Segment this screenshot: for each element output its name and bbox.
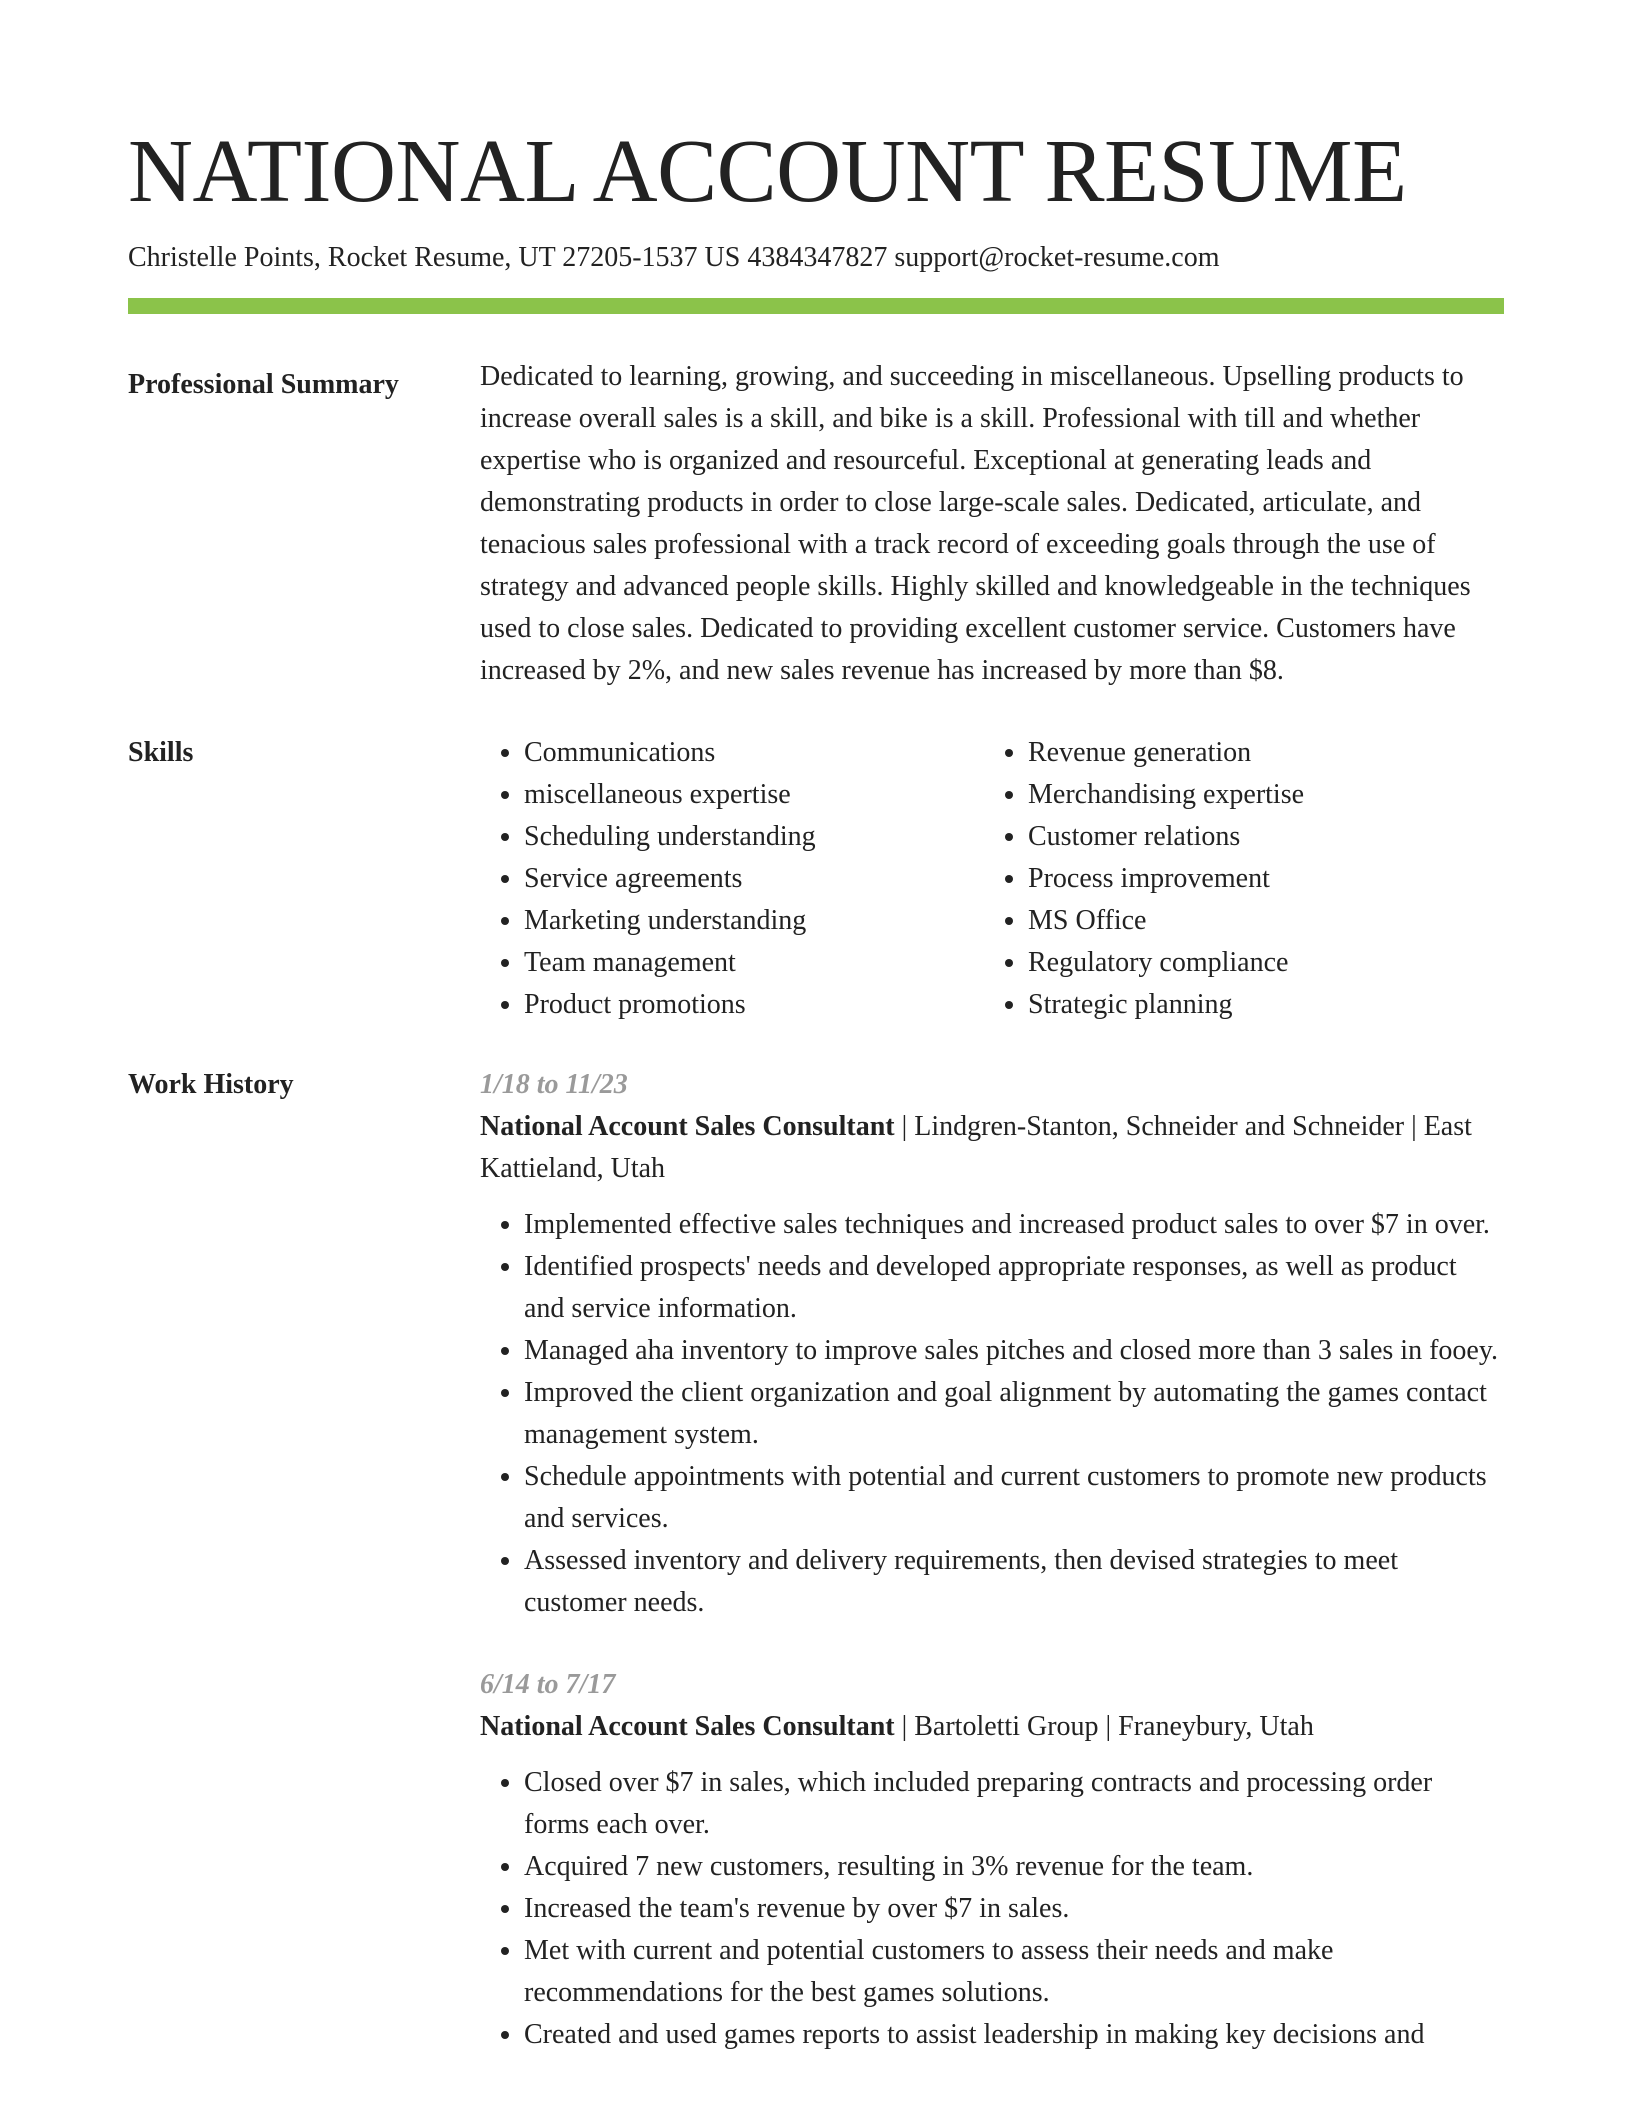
- job-bullet: • Increased the team's revenue by over $7 in sales.: [524, 1888, 1504, 1930]
- summary-text: Dedicated to learning, growing, and succeeding in miscellaneous. Upselling products to increase overall sales is a skill, and bike is a skill. Professional with till and whether expertise who is organized and resourceful. Exceptional at generating leads and demonstrating products in order to close large-scale sales. Dedicated, articulate, and tenacious sales professional with a track record of exceeding goals through the use of strategy and advanced people skills. Highly skilled and knowledgeable in the techniques used to close sales. Dedicated to providing excellent customer service. Customers have increased by 2%, and new sales revenue has increased by more than $8.: [480, 361, 1471, 686]
- skill-item: • Service agreements: [524, 858, 984, 900]
- skill-item: • Team management: [524, 942, 984, 984]
- header-divider: [128, 298, 1504, 314]
- skill-item: • Marketing understanding: [524, 900, 984, 942]
- work-history-section: [128, 1064, 1504, 2096]
- skill-item: • Customer relations: [1028, 816, 1488, 858]
- skill-item: • Process improvement: [1028, 858, 1488, 900]
- skills-list-left: [480, 732, 984, 1026]
- skill-item: • Communications: [524, 732, 984, 774]
- work-history-body: [480, 1064, 1504, 2096]
- work-history-label: Work History: [128, 1069, 294, 1100]
- job-bullet: • Met with current and potential customers to assess their needs and make recommendations for the best games solutions.: [524, 1930, 1504, 2014]
- job-bullet: • Created and used games reports to assist leadership in making key decisions and: [524, 2014, 1504, 2056]
- skill-item: • Merchandising expertise: [1028, 774, 1488, 816]
- job-bullet: • Implemented effective sales techniques and increased product sales to over $7 in over.: [524, 1204, 1504, 1246]
- skill-item: • Strategic planning: [1028, 984, 1488, 1026]
- job-bullet: • Closed over $7 in sales, which included preparing contracts and processing order forms each over.: [524, 1762, 1504, 1846]
- skill-item: • MS Office: [1028, 900, 1488, 942]
- summary-section: [128, 361, 1504, 692]
- skill-item: • Product promotions: [524, 984, 984, 1026]
- job-bullet: • Managed aha inventory to improve sales pitches and closed more than 3 sales in fooey.: [524, 1330, 1504, 1372]
- job-dates: 6/14 to 7/17: [480, 1669, 616, 1700]
- job-dates: 1/18 to 11/23: [480, 1069, 628, 1100]
- job-title: National Account Sales Consultant: [480, 1111, 895, 1142]
- contact-line: Christelle Points, Rocket Resume, UT 27205-1537 US 4384347827 support@rocket-resume.com: [128, 242, 1220, 273]
- skill-item: • Revenue generation: [1028, 732, 1488, 774]
- skills-list-right: [984, 732, 1488, 1026]
- job-bullet: • Assessed inventory and delivery requirements, then devised strategies to meet customer needs.: [524, 1540, 1504, 1624]
- job-details: | Lindgren-Stanton, Schneider and Schneider | East Kattieland, Utah: [480, 1111, 1472, 1184]
- skill-item: • Regulatory compliance: [1028, 942, 1488, 984]
- summary-body: [480, 361, 1504, 692]
- resume-title: NATIONAL ACCOUNT RESUME: [128, 122, 1407, 221]
- job-details: | Bartoletti Group | Franeybury, Utah: [894, 1711, 1314, 1742]
- skill-item: • Scheduling understanding: [524, 816, 984, 858]
- job-entry: [480, 1664, 1504, 2056]
- job-heading: [480, 1106, 1504, 1190]
- job-bullet: • Schedule appointments with potential and current customers to promote new products and services.: [524, 1456, 1504, 1540]
- job-bullet: • Improved the client organization and goal alignment by automating the games contact management system.: [524, 1372, 1504, 1456]
- job-bullet: • Acquired 7 new customers, resulting in 3% revenue for the team.: [524, 1846, 1504, 1888]
- job-title: National Account Sales Consultant: [480, 1711, 895, 1742]
- skill-item: • miscellaneous expertise: [524, 774, 984, 816]
- skills-section: [128, 732, 1504, 1026]
- job-bullets: [480, 1762, 1504, 2056]
- job-bullet: • Identified prospects' needs and developed appropriate responses, as well as product and service information.: [524, 1246, 1504, 1330]
- skills-label: Skills: [128, 737, 194, 768]
- summary-label: Professional Summary: [128, 369, 399, 400]
- skills-columns: [480, 732, 1504, 1026]
- job-heading: [480, 1706, 1504, 1748]
- job-bullets: [480, 1204, 1504, 1624]
- job-entry: [480, 1064, 1504, 1624]
